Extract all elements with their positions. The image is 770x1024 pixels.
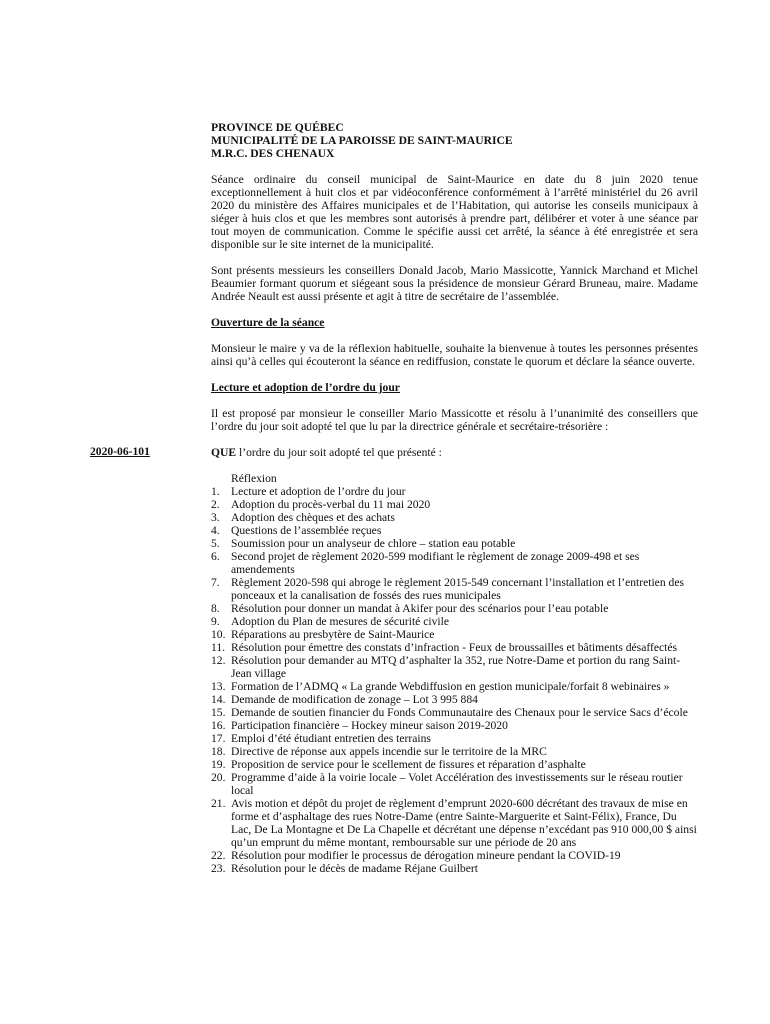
- agenda-item: [211, 706, 698, 719]
- agenda-item-text: Programme d’aide à la voirie locale – Volet Accélération des investissements sur le réseau routier local: [231, 771, 683, 797]
- agenda-item-number: 10.: [211, 628, 226, 641]
- agenda-item: [211, 680, 698, 693]
- agenda-item-number: 11.: [211, 641, 226, 654]
- agenda-item: [211, 602, 698, 615]
- agenda-item-number: 16.: [211, 719, 226, 732]
- agenda-item-text: Réparations au presbytère de Saint-Maurice: [231, 628, 435, 641]
- agenda-item-number: 17.: [211, 732, 226, 745]
- agenda-item-text: Avis motion et dépôt du projet de règlement d’emprunt 2020-600 décrétant des travaux de mise en forme et d’asphaltage des rues Notre-Dame (entre Sainte-Marguerite et Saint-Félix), France, Du Lac, De La Montagne et De La Chapelle et décrétant une dépense n’excédant pas 910 000,00 $ ainsi qu’un emprunt du même montant, remboursable sur une période de 20 ans: [231, 797, 697, 849]
- agenda-item-text: Résolution pour le décès de madame Réjane Guilbert: [231, 862, 478, 875]
- agenda-item-number: 9.: [211, 615, 220, 628]
- agenda-item: [211, 732, 698, 745]
- agenda-item-text: Réflexion: [231, 472, 277, 485]
- agenda-item: [211, 485, 698, 498]
- agenda-item-number: 4.: [211, 524, 220, 537]
- agenda-item-text: Résolution pour donner un mandat à Akifer pour des scénarios pour l’eau potable: [231, 602, 609, 615]
- que-keyword: QUE: [211, 446, 237, 459]
- agenda-item: [211, 472, 698, 485]
- present-paragraph: Sont présents messieurs les conseillers Donald Jacob, Mario Massicotte, Yannick Marchand et Michel Beaumier formant quorum et siégeant sous la présidence de monsieur Gérard Bruneau, maire. Madame Andrée Neault est aussi présente et agit à titre de secrétaire de l’assemblée.: [211, 264, 698, 303]
- agenda-item-text: Emploi d’été étudiant entretien des terrains: [231, 732, 431, 745]
- agenda-item-number: 6.: [211, 550, 220, 563]
- agenda-list: [211, 472, 698, 875]
- agenda-item: [211, 511, 698, 524]
- agenda-item-number: 15.: [211, 706, 226, 719]
- agenda-item-number: 18.: [211, 745, 226, 758]
- agenda-item-number: 1.: [211, 485, 220, 498]
- agenda-item-number: 21.: [211, 797, 226, 810]
- agenda-item-number: 13.: [211, 680, 226, 693]
- agenda-item-number: 20.: [211, 771, 226, 784]
- agenda-item-text: Questions de l’assemblée reçues: [231, 524, 382, 537]
- agenda-item-number: 14.: [211, 693, 226, 706]
- agenda-item: [211, 537, 698, 550]
- agenda-item: [211, 498, 698, 511]
- agenda-item-text: Lecture et adoption de l’ordre du jour: [231, 485, 406, 498]
- agenda-item: [211, 654, 698, 680]
- agenda-item-number: 5.: [211, 537, 220, 550]
- intro-paragraph: Séance ordinaire du conseil municipal de Saint-Maurice en date du 8 juin 2020 tenue exceptionnellement à huit clos et par vidéoconférence conformément à l’arrêté ministériel du 26 avril 2020 du ministère des Affaires municipales et de l’Habitation, qui autorise les conseils municipaux à siéger à huis clos et que les membres sont autorisés à prendre part, délibérer et voter à une séance par tout moyen de communication. Comme le spécifie aussi cet arrêté, la séance à été enregistrée et sera disponible sur le site internet de la municipalité.: [211, 173, 698, 251]
- resolution-number: 2020-06-101: [90, 445, 150, 458]
- agenda-item: [211, 641, 698, 654]
- agenda-item: [211, 719, 698, 732]
- opening-paragraph: Monsieur le maire y va de la réflexion habituelle, souhaite la bienvenue à toutes les personnes présentes ainsi qu’à celles qui écouteront la séance en rediffusion, constate le quorum et déclare la séance ouverte.: [211, 342, 698, 368]
- agenda-item-number: 19.: [211, 758, 226, 771]
- agenda-item: [211, 862, 698, 875]
- agenda-item-text: Formation de l’ADMQ « La grande Webdiffusion en gestion municipale/forfait 8 webinaires »: [231, 680, 670, 693]
- header-municipality: MUNICIPALITÉ DE LA PAROISSE DE SAINT-MAURICE: [211, 134, 513, 147]
- agenda-item-number: 22.: [211, 849, 226, 862]
- agenda-item-text: Demande de modification de zonage – Lot 3 995 884: [231, 693, 478, 706]
- agenda-item: [211, 550, 698, 576]
- agenda-item-text: Second projet de règlement 2020-599 modifiant le règlement de zonage 2009-498 et ses amendements: [231, 550, 640, 576]
- agenda-item: [211, 849, 698, 862]
- header-province: PROVINCE DE QUÉBEC: [211, 121, 344, 134]
- agenda-item-text: Adoption du procès-verbal du 11 mai 2020: [231, 498, 431, 511]
- agenda-item: [211, 524, 698, 537]
- agenda-item-text: Demande de soutien financier du Fonds Communautaire des Chenaux pour le service Sacs d’école: [231, 706, 688, 719]
- agenda-item-number: 7.: [211, 576, 220, 589]
- document-body: [211, 121, 698, 875]
- agenda-item-text: Règlement 2020-598 qui abroge le règlement 2015-549 concernant l’installation et l’entretien des ponceaux et la canalisation de fossés des rues municipales: [231, 576, 684, 602]
- section-title-agenda: Lecture et adoption de l’ordre du jour: [211, 381, 400, 394]
- agenda-item-number: 12.: [211, 654, 226, 667]
- agenda-item-text: Adoption du Plan de mesures de sécurité civile: [231, 615, 449, 628]
- agenda-item: [211, 628, 698, 641]
- header-mrc: M.R.C. DES CHENAUX: [211, 147, 335, 160]
- que-text: l’ordre du jour soit adopté tel que présenté :: [236, 446, 442, 459]
- agenda-item-number: 2.: [211, 498, 220, 511]
- agenda-item-text: Résolution pour émettre des constats d’infraction - Feux de broussailles et bâtiments désaffectés: [231, 641, 678, 654]
- agenda-item-text: Participation financière – Hockey mineur saison 2019-2020: [231, 719, 508, 732]
- agenda-item-number: 8.: [211, 602, 220, 615]
- agenda-item: [211, 797, 698, 849]
- agenda-item-number: 23.: [211, 862, 226, 875]
- agenda-item-text: Adoption des chèques et des achats: [231, 511, 395, 524]
- section-title-opening: Ouverture de la séance: [211, 316, 325, 329]
- agenda-item: [211, 615, 698, 628]
- agenda-item-number: 3.: [211, 511, 220, 524]
- agenda-item: [211, 693, 698, 706]
- agenda-item-text: Résolution pour modifier le processus de dérogation mineure pendant la COVID-19: [231, 849, 621, 862]
- agenda-item-text: Résolution pour demander au MTQ d’asphalter la 352, rue Notre-Dame et portion du rang Saint-Jean village: [231, 654, 681, 680]
- agenda-item: [211, 576, 698, 602]
- agenda-item-text: Directive de réponse aux appels incendie sur le territoire de la MRC: [231, 745, 547, 758]
- agenda-resolution-paragraph: Il est proposé par monsieur le conseiller Mario Massicotte et résolu à l’unanimité des conseillers que l’ordre du jour soit adopté tel que lu par la directrice générale et secrétaire-trésorière :: [211, 407, 698, 433]
- agenda-item: [211, 771, 698, 797]
- agenda-item-text: Soumission pour un analyseur de chlore – station eau potable: [231, 537, 516, 550]
- agenda-item: [211, 745, 698, 758]
- que-statement: [211, 446, 698, 459]
- agenda-item: [211, 758, 698, 771]
- agenda-item-text: Proposition de service pour le scellement de fissures et réparation d’asphalte: [231, 758, 586, 771]
